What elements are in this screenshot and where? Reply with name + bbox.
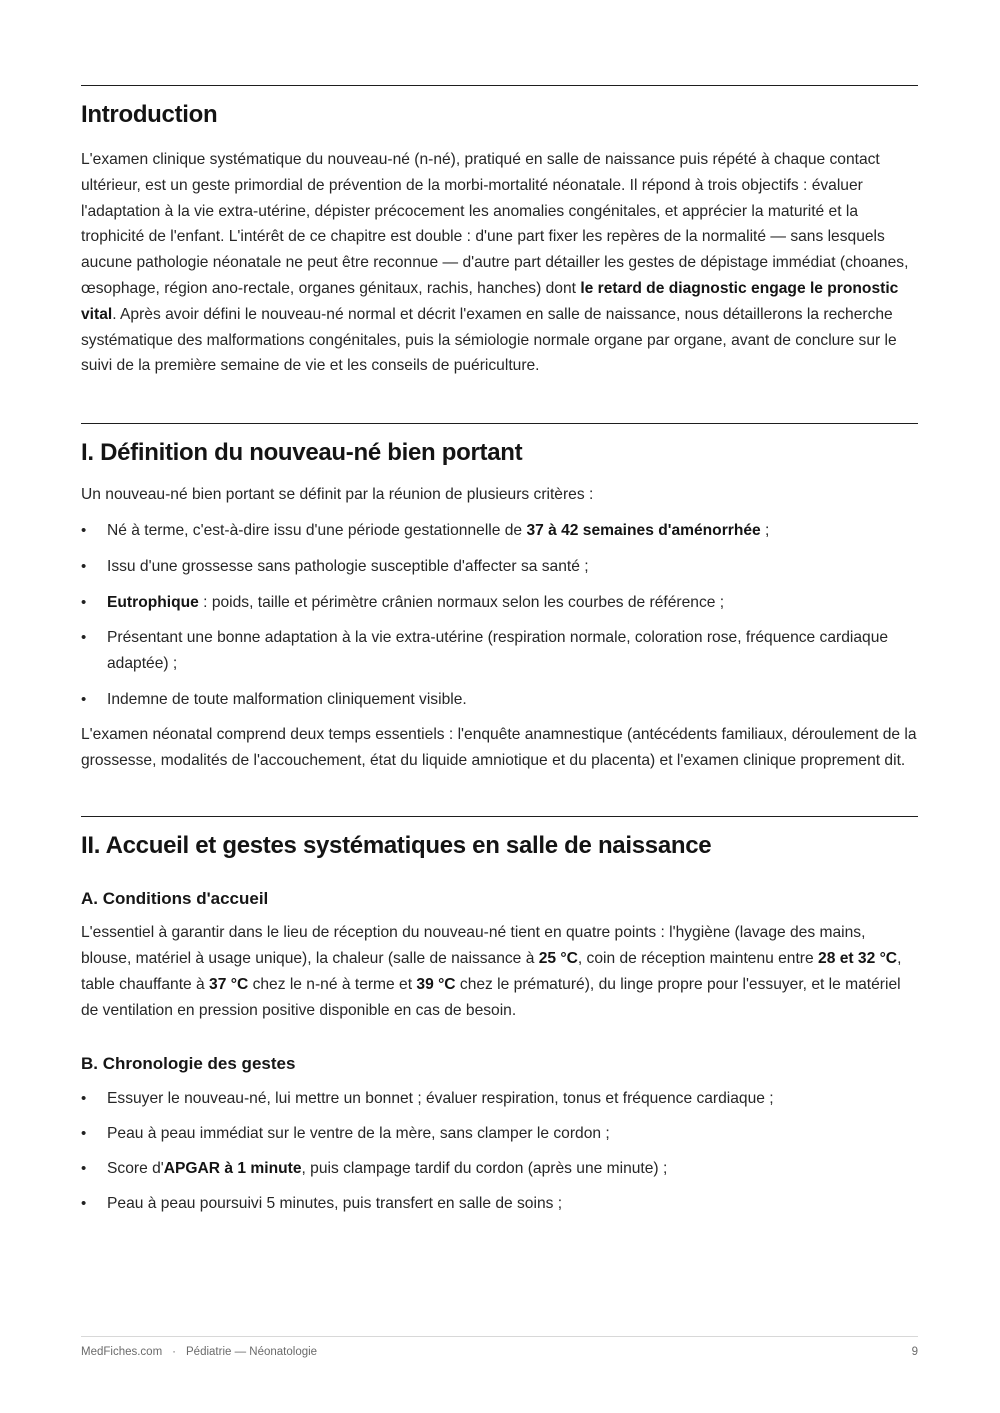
page-footer [81, 1344, 918, 1360]
bullet-icon: • [81, 1089, 87, 1107]
bullet-icon: • [81, 557, 87, 575]
bullet-icon: • [81, 593, 87, 611]
list-item: • Eutrophique : poids, taille et périmètre crânien normaux selon les courbes de référence ; [81, 590, 918, 616]
section-heading-introduction: Introduction [81, 101, 218, 128]
footer-left [81, 1344, 317, 1360]
list-item: • Peau à peau poursuivi 5 minutes, puis transfert en salle de soins ; [81, 1191, 918, 1217]
reception-section [81, 816, 918, 1217]
section-divider [81, 816, 918, 817]
subsection-heading-conditions: A. Conditions d'accueil [81, 889, 269, 909]
chronology-list [81, 1086, 918, 1218]
bold-text: 37 °C [209, 975, 249, 993]
list-item: • Présentant une bonne adaptation à la vie extra-utérine (respiration normale, coloration rose, fréquence cardiaque adaptée) ; [81, 625, 918, 677]
bullet-icon: • [81, 629, 87, 647]
bold-text: 39 °C [416, 975, 456, 993]
section-heading-definition: I. Définition du nouveau-né bien portant [81, 439, 523, 467]
list-item: • Issu d'une grossesse sans pathologie susceptible d'affecter sa santé ; [81, 554, 918, 580]
intro-paragraph [81, 147, 918, 379]
conditions-paragraph: L'essentiel à garantir dans le lieu de réception du nouveau-né tient en quatre points : l'hygiène (lavage des mains, blouse, matériel à usage unique), la chaleur (salle de naissance à 25 °C, coin de réception maintenu entre 28 et 32 °C, table chauffante à 37 °C chez le n-né à terme et 39 °C chez le prématuré), du linge propre pour l'essuyer, et le matériel de ventilation en pression positive disponible en cas de besoin. [81, 924, 902, 1019]
footer-site-link[interactable]: MedFiches.com [81, 1346, 163, 1358]
footer-divider [81, 1336, 918, 1337]
bullet-icon: • [81, 1195, 87, 1213]
definition-closing: L'examen néonatal comprend deux temps essentiels : l'enquête anamnestique (antécédents familiaux, déroulement de la grossesse, modalités de l'accouchement, état du liquide amniotique et du placenta) et l'examen clinique proprement dit. [81, 725, 917, 769]
bullet-icon: • [81, 1124, 87, 1142]
list-item: • Né à terme, c'est-à-dire issu d'une période gestationnelle de 37 à 42 semaines d'aménorrhée ; [81, 518, 918, 544]
criteria-list [81, 518, 918, 713]
section-heading-reception: II. Accueil et gestes systématiques en salle de naissance [81, 832, 712, 860]
text-run: . Après avoir défini le nouveau-né normal et décrit l'examen en salle de naissance, nous détaillerons la recherche systématique des malformations congénitales, puis la sémiologie normale organe par organe, avant de conclure sur le suivi de la première semaine de vie et les conseils de puériculture. [81, 305, 897, 375]
section-divider [81, 423, 918, 424]
definition-section [81, 423, 918, 773]
text-run: L'examen clinique systématique du nouveau-né (n-né), pratiqué en salle de naissance puis répété à chaque contact ultérieur, est un geste primordial de prévention de la morbi-mortalité néonatale. Il répond à trois objectifs : évaluer l'adaptation à la vie extra-utérine, dépister précocement les anomalies congénitales, et apprécier la maturité et la trophicité de l'enfant. L'intérêt de ce chapitre est double : d'une part fixer les repères de la normalité — sans lesquels aucune pathologie néonatale ne peut être reconnue — d'autre part détailler les gestes de dépistage immédiat (choanes, œsophage, région ano-rectale, organes génitaux, rachis, hanches) dont [81, 151, 909, 297]
bullet-icon: • [81, 1160, 87, 1178]
bullet-icon: • [81, 690, 87, 708]
footer-section-label: Pédiatrie — Néonatologie [186, 1346, 318, 1358]
section-divider [81, 85, 918, 86]
bullet-icon: • [81, 521, 87, 539]
list-item: • Indemne de toute malformation cliniquement visible. [81, 687, 918, 713]
list-item: • Essuyer le nouveau-né, lui mettre un bonnet ; évaluer respiration, tonus et fréquence cardiaque ; [81, 1086, 918, 1112]
subsection-heading-chronology: B. Chronologie des gestes [81, 1053, 296, 1073]
page-number: 9 [911, 1346, 918, 1358]
bold-text: 25 °C [538, 950, 578, 968]
introduction-section [81, 85, 918, 379]
definition-lead: Un nouveau-né bien portant se définit par la réunion de plusieurs critères : [81, 486, 594, 504]
bold-text: 28 et 32 °C [818, 950, 898, 968]
document-page [81, 85, 918, 1217]
list-item: • Peau à peau immédiat sur le ventre de la mère, sans clamper le cordon ; [81, 1121, 918, 1147]
footer-separator: · [172, 1346, 177, 1358]
bold-text: le retard de diagnostic engage le pronostic vital [81, 279, 899, 323]
list-item: • Score d'APGAR à 1 minute, puis clampage tardif du cordon (après une minute) ; [81, 1156, 918, 1182]
